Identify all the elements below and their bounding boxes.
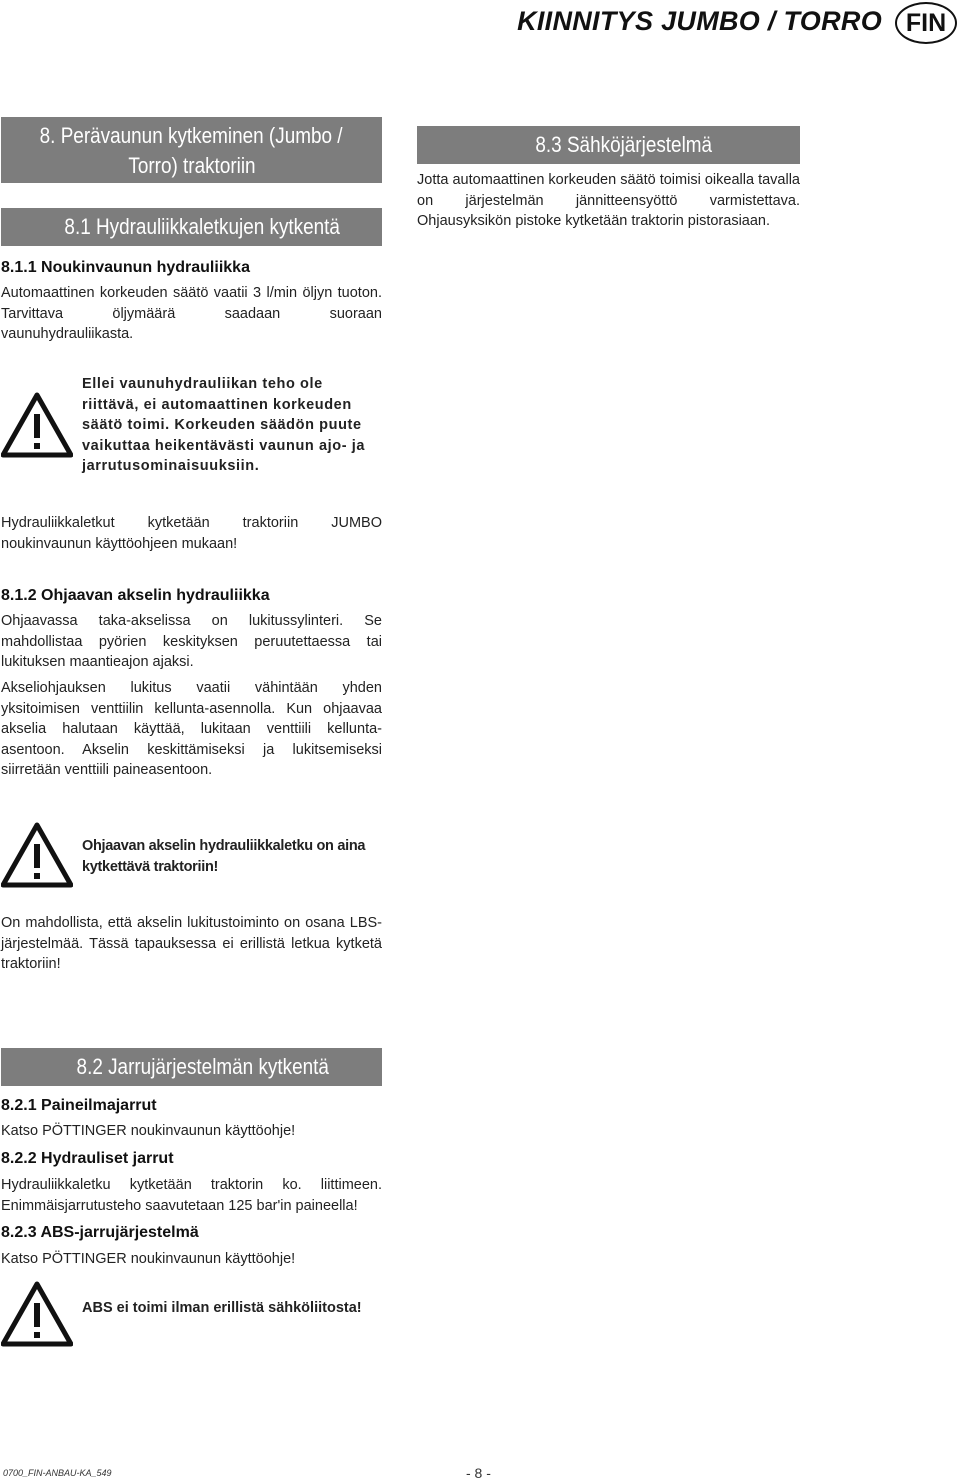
paragraph-8-3: Jotta automaattinen korkeuden säätö toimisi oikealla tavalla on järjestelmän jännitteensyöttö varmistettava. Ohjausyksikön pistoke kytketään traktorin pistorasiaan. — [417, 172, 800, 229]
paragraph-8-1-2-a: Ohjaavassa taka-akselissa on lukitussylinteri. Se mahdollistaa pyörien keskityksen peruutettaessa tai lukituksen maantieajon ajaksi. — [1, 613, 382, 670]
section-8-title-line2: Torro) traktoriin — [127, 153, 256, 178]
hydraulic-hose-note: Hydrauliikkaletkut kytketään traktoriin JUMBO noukinvaunun käyttöohjeen mukaan! — [1, 515, 382, 552]
footer-document-code: 0700_FIN-ANBAU-KA_549 — [3, 1468, 112, 1478]
warning-triangle-icon — [1, 822, 73, 888]
heading-8-2-3: 8.2.3 ABS-jarrujärjestelmä — [1, 1224, 199, 1241]
heading-8-2-2: 8.2.2 Hydrauliset jarrut — [1, 1150, 174, 1167]
paragraph-8-2-3: Katso PÖTTINGER noukinvaunun käyttöohje! — [1, 1251, 296, 1267]
warning-triangle-icon — [1, 392, 73, 458]
warning-2-text: Ohjaavan akselin hydrauliikkaletku on aina kytkettävä traktoriin! — [82, 838, 366, 875]
paragraph-8-1-1: Automaattinen korkeuden säätö vaatii 3 l/min öljyn tuoton. Tarvittava öljymäärä saadaan suoraan vaunuhydrauliikasta. — [1, 285, 382, 342]
page-header-title: KIINNITYS JUMBO / TORRO — [517, 6, 882, 36]
language-badge: FIN — [895, 2, 957, 44]
footer-page-number: - 8 - — [466, 1465, 491, 1481]
section-8-2-banner — [1, 1048, 382, 1086]
warning-3-text: ABS ei toimi ilman erillistä sähköliitosta! — [82, 1300, 362, 1316]
paragraph-8-2-1: Katso PÖTTINGER noukinvaunun käyttöohje! — [1, 1123, 296, 1139]
heading-8-1-2: 8.1.2 Ohjaavan akselin hydrauliikka — [1, 587, 270, 604]
heading-8-2-1: 8.2.1 Paineilmajarrut — [1, 1097, 157, 1114]
section-8-title-line1: 8. Perävaunun kytkeminen (Jumbo / — [40, 123, 343, 148]
warning-1-text: Ellei vaunuhydrauliikan teho ole riittävä, ei automaattinen korkeuden säätö toimi. Korkeuden säädön puute vaikuttaa heikentävästi vaunun ajo- ja jarrutusominaisuuksiin. — [82, 376, 366, 474]
warning-triangle-icon — [1, 1281, 73, 1347]
section-8-3-banner — [417, 126, 800, 164]
section-8-3-title: 8.3 Sähköjärjestelmä — [535, 132, 712, 157]
section-8-banner — [1, 117, 382, 183]
section-8-1-title: 8.1 Hydrauliikkaletkujen kytkentä — [64, 214, 341, 239]
paragraph-8-2-2: Hydrauliikkaletku kytketään traktorin ko. liittimeen. Enimmäisjarrutusteho saavutetaan 125 bar'in paineella! — [1, 1177, 382, 1214]
lbs-note: On mahdollista, että akselin lukitustoiminto on osana LBS-järjestelmää. Tässä tapauksessa ei erillistä letkua kytketä traktoriin! — [1, 915, 382, 972]
section-8-2-title: 8.2 Jarrujärjestelmän kytkentä — [76, 1054, 329, 1079]
section-8-1-banner — [1, 208, 382, 246]
heading-8-1-1: 8.1.1 Noukinvaunun hydrauliikka — [1, 259, 250, 276]
paragraph-8-1-2-b: Akseliohjauksen lukitus vaatii vähintään yhden yksitoimisen venttiilin kellunta-asennolla. Kun ohjaavaa akselia halutaan käyttää, lukitaan venttiili kellunta-asentoon. Akselin keskittämiseksi ja lukitsemiseksi siirretään venttiili paineasentoon. — [1, 680, 382, 778]
